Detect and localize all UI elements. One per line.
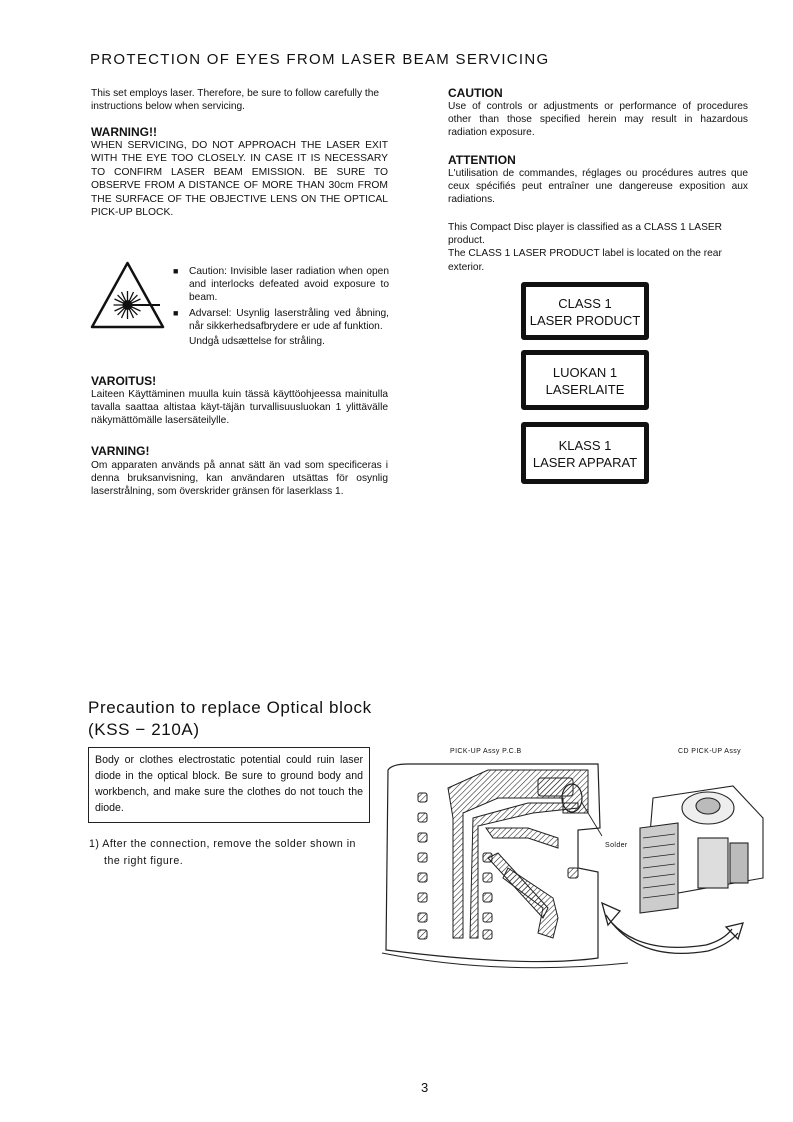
attention-heading: ATTENTION (448, 153, 516, 167)
varning-text: Om apparaten används på annat sätt än vad som specificeras i denna bruksanvisning, kan användaren utsättas för osynlig laserstrålning, som överskrider gränsen för laserklass 1. (91, 460, 388, 498)
solder-label: Solder (605, 842, 628, 849)
warning-heading: WARNING!! (91, 125, 157, 139)
attention-text: L'utilisation de commandes, réglages ou procédures autres que ceux spécifiés peut entraîner une dangereuse exposition aux radiations. (448, 168, 748, 206)
bullet-item-advarsel: ■ Advarsel: Usynlig laserstråling ved åbning, når sikkerhedsafbrydere er ude af funktion. (173, 308, 389, 332)
pcb-label: PICK-UP Assy P.C.B (450, 748, 522, 755)
laser-label-luokan1: LUOKAN 1 LASERLAITE (521, 350, 649, 410)
caution-text: Use of controls or adjustments or performance of procedures other than those specified herein may result in hazardous radiation exposure. (448, 101, 748, 139)
class-text-block (448, 221, 748, 274)
laser-label-class1: CLASS 1 LASER PRODUCT (521, 282, 649, 340)
curved-arrow-icon (598, 893, 746, 963)
label-location-text: The CLASS 1 LASER PRODUCT label is located on the rear exterior. (448, 248, 722, 273)
step-1-text: 1) After the connection, remove the solder shown in the right figure. (89, 838, 356, 867)
laser-bullet-list (173, 265, 389, 348)
bullet-square-icon: ■ (173, 308, 179, 318)
bullet-item-advarsel-extra: Undgå udsættelse for stråling. (189, 336, 325, 347)
esd-note-box: Body or clothes electrostatic potential could ruin laser diode in the optical block. Be sure to ground body and workbench, and make sure the clothes do not touch the diode. (88, 747, 370, 823)
page-number: 3 (421, 1080, 429, 1095)
warning-text: WHEN SERVICING, DO NOT APPROACH THE LASER EXIT WITH THE EYE TOO CLOSELY. IN CASE IT IS NECESSARY TO CONFIRM LASER BEAM EMISSION. BE SURE TO OBSERVE FROM A DISTANCE OF MORE THAN 30cm FROM THE SURFACE OF THE OBJECTIVE LENS ON THE OPTICAL PICK-UP BLOCK. (91, 140, 388, 219)
varoitus-heading: VAROITUS! (91, 374, 157, 388)
laser-label-klass1: KLASS 1 LASER APPARAT (521, 422, 649, 484)
class-text: This Compact Disc player is classified as a CLASS 1 LASER product. (448, 222, 723, 247)
bullet-item-caution: ■ Caution: Invisible laser radiation when open and interlocks defeated avoid exposure to beam. (173, 266, 389, 303)
laser-intro: This set employs laser. Therefore, be sure to follow carefully the instructions below when servicing. (91, 88, 380, 113)
laser-warning-icon (90, 261, 165, 329)
varoitus-text: Laiteen Käyttäminen muulla kuin tässä käyttöohjeessa mainitulla tavalla saattaa altistaa käyt-täjän turvallisuusluokan 1 ylittävälle näkymättömälle lasersäteilylle. (91, 389, 388, 427)
caution-heading: CAUTION (448, 86, 503, 100)
optical-section-title: Precaution to replace Optical block (KSS − 210A) (88, 698, 372, 739)
laser-section-title: PROTECTION OF EYES FROM LASER BEAM SERVICING (90, 51, 550, 68)
bullet-square-icon: ■ (173, 266, 179, 276)
pickup-assy-label: CD PICK-UP Assy (678, 748, 742, 755)
varning-heading: VARNING! (91, 444, 150, 458)
